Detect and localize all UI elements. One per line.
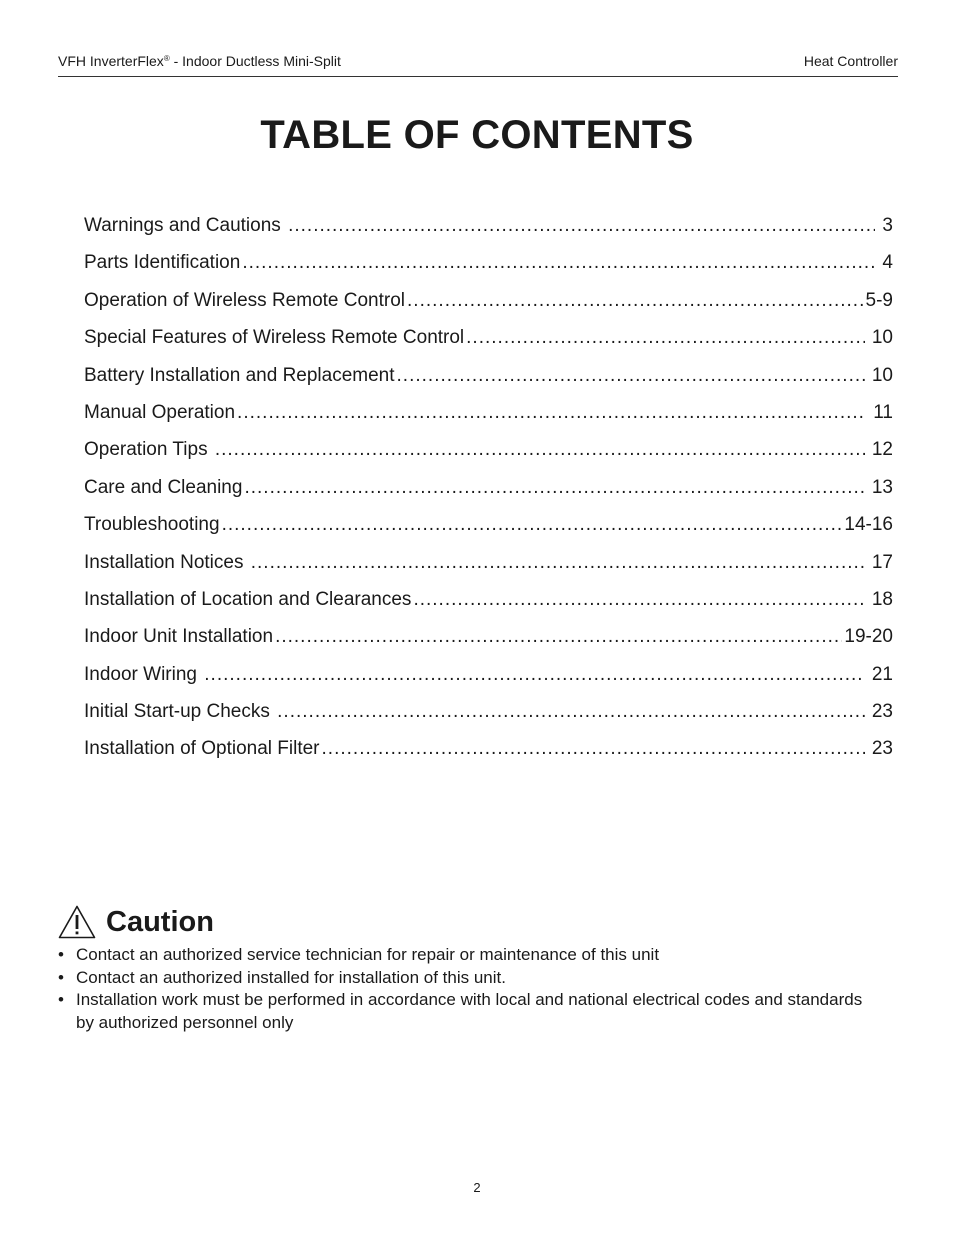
toc-entry-page: 11 (867, 401, 893, 423)
toc-entry-label: Troubleshooting (84, 514, 220, 536)
toc-dot-leader (413, 589, 864, 611)
toc-entry (84, 439, 893, 476)
bullet-icon: • (58, 990, 64, 1009)
bullet-icon: • (58, 945, 64, 964)
toc-dot-leader (275, 626, 842, 648)
toc-entry-label: Installation of Optional Filter (84, 738, 320, 760)
toc-entry-page: 14-16 (844, 514, 893, 536)
warning-triangle-icon (58, 905, 96, 939)
toc-entry-label: Initial Start-up Checks (84, 701, 276, 723)
header-brand: Heat Controller (803, 53, 898, 69)
toc-dot-leader (277, 701, 864, 723)
toc-entry (84, 365, 893, 402)
toc-entry-page: 18 (866, 588, 893, 610)
header-product-subtitle: - Indoor Ductless Mini-Split (169, 53, 341, 69)
page-title: TABLE OF CONTENTS (260, 113, 694, 157)
toc-entry-label: Installation of Location and Clearances (84, 588, 412, 610)
toc-entry-page: 21 (866, 663, 893, 685)
toc-entry-label: Indoor Wiring (84, 663, 203, 685)
toc-dot-leader (244, 477, 864, 499)
header-product-name: VFH InverterFlex (58, 53, 164, 69)
toc-entry-label: Special Features of Wireless Remote Control (84, 327, 465, 349)
toc-dot-leader (215, 439, 865, 461)
toc-dot-leader (251, 552, 865, 574)
toc-entry (84, 552, 893, 589)
toc-dot-leader (407, 290, 864, 312)
toc-dot-leader (466, 327, 864, 349)
toc-entry (84, 402, 893, 439)
toc-entry (84, 589, 893, 626)
toc-dot-leader (237, 402, 866, 424)
toc-entry (84, 477, 893, 514)
caution-item (58, 967, 878, 990)
table-of-contents (84, 215, 893, 776)
toc-dot-leader (242, 252, 875, 274)
toc-entry-label: Manual Operation (84, 401, 236, 423)
toc-dot-leader (397, 365, 865, 387)
toc-entry-page: 13 (866, 476, 893, 498)
toc-entry-page: 19-20 (844, 626, 893, 648)
page-header (58, 52, 898, 77)
toc-entry-page: 5-9 (865, 289, 893, 311)
toc-entry (84, 252, 893, 289)
toc-entry-label: Care and Cleaning (84, 476, 243, 498)
toc-entry-page: 23 (866, 738, 893, 760)
caution-heading (58, 902, 214, 942)
toc-entry-page: 23 (866, 701, 893, 723)
toc-entry-label: Parts Identification (84, 252, 241, 274)
page-number: 2 (473, 1180, 481, 1195)
toc-entry-label: Installation Notices (84, 551, 249, 573)
caution-item (58, 989, 878, 1034)
header-product-title (58, 53, 341, 69)
caution-item-text: Contact an authorized service technician for repair or maintenance of this unit (76, 945, 660, 964)
registered-mark: ® (163, 54, 170, 63)
toc-entry-label: Operation of Wireless Remote Control (84, 289, 406, 311)
toc-entry-page: 4 (877, 252, 893, 274)
caution-item (58, 944, 878, 967)
toc-entry-label: Battery Installation and Replacement (84, 364, 395, 386)
caution-title: Caution (106, 905, 214, 938)
toc-entry-label: Operation Tips (84, 439, 213, 461)
toc-entry-page: 10 (866, 327, 893, 349)
toc-entry (84, 664, 893, 701)
toc-entry-page: 17 (866, 551, 893, 573)
bullet-icon: • (58, 967, 64, 987)
toc-entry-page: 12 (866, 439, 893, 461)
toc-entry (84, 215, 893, 252)
toc-dot-leader (204, 664, 864, 686)
caution-list (58, 944, 878, 1034)
caution-item-text: Installation work must be performed in accordance with local and national electrical codes and standards by authorized personnel only (76, 990, 863, 1032)
toc-dot-leader (222, 514, 843, 536)
toc-entry (84, 738, 893, 775)
toc-entry (84, 290, 893, 327)
toc-entry-page: 3 (877, 215, 893, 236)
toc-entry (84, 514, 893, 551)
toc-dot-leader (322, 738, 865, 760)
toc-entry-label: Indoor Unit Installation (84, 626, 274, 648)
toc-entry (84, 701, 893, 738)
toc-entry (84, 327, 893, 364)
toc-entry-page: 10 (866, 364, 893, 386)
toc-dot-leader (288, 215, 875, 237)
caution-item-text: Contact an authorized installed for installation of this unit. (76, 967, 506, 987)
toc-entry (84, 626, 893, 663)
toc-entry-label: Warnings and Cautions (84, 215, 287, 236)
